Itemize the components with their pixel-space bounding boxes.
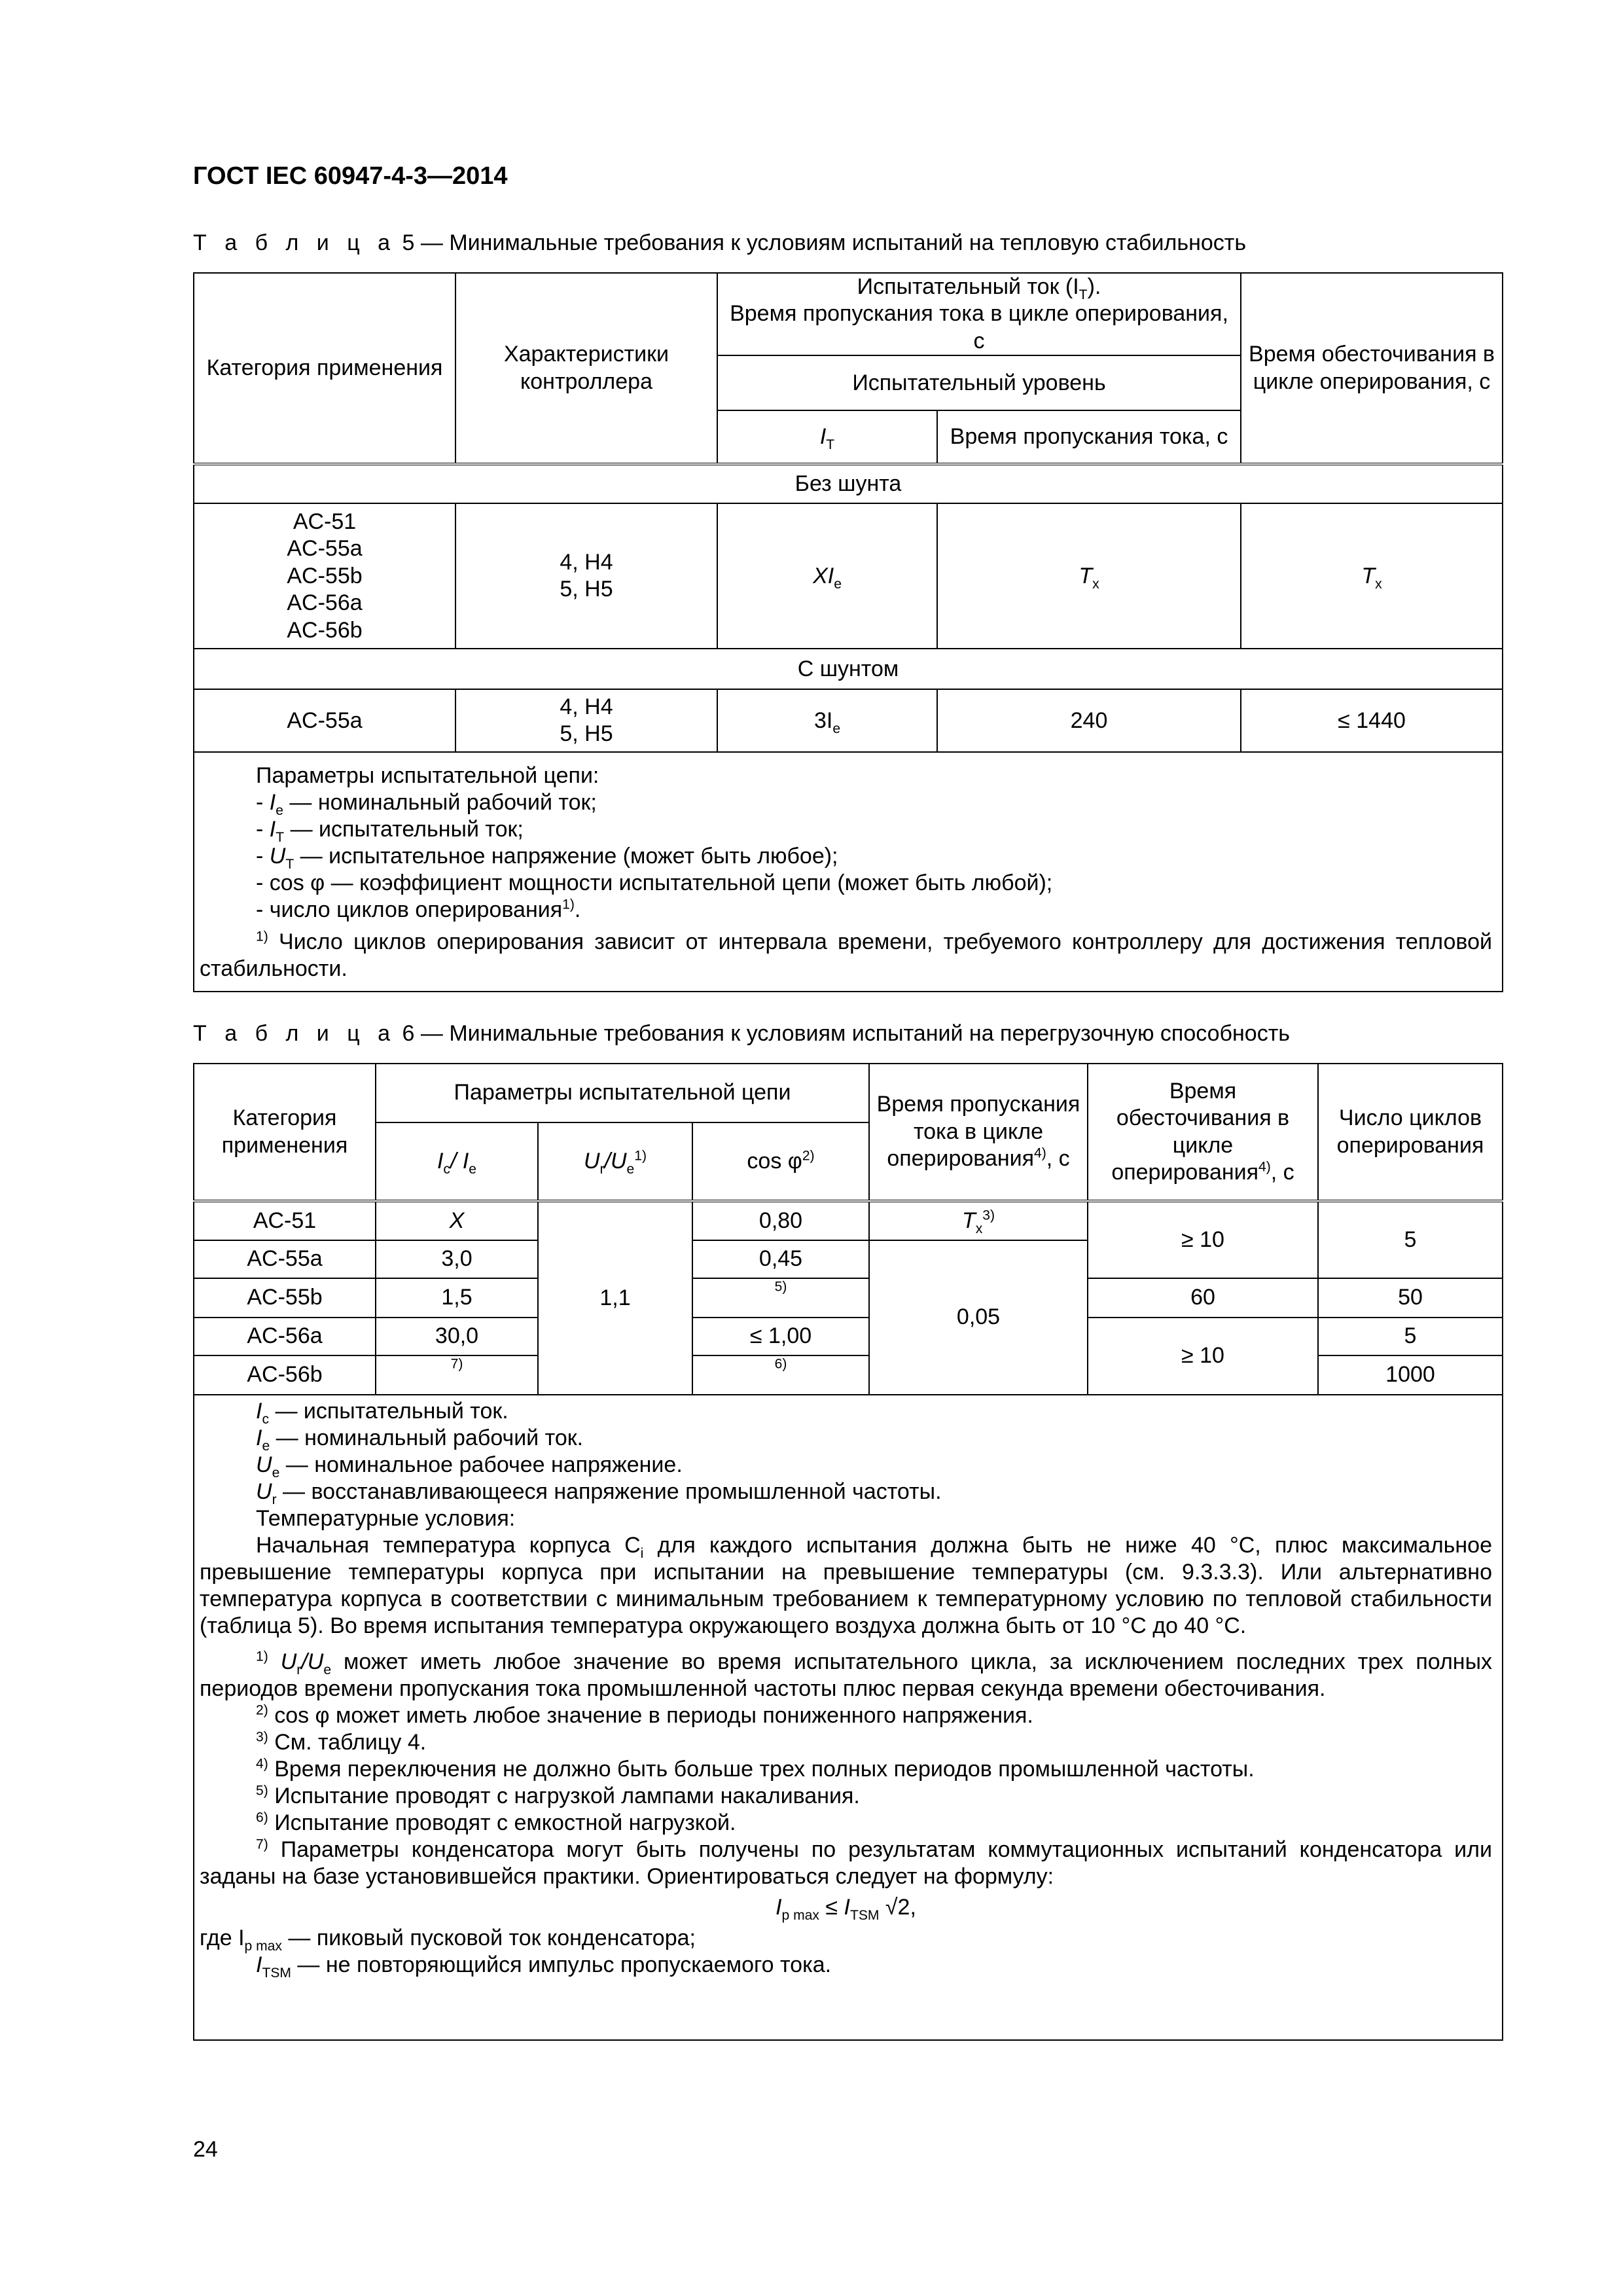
t6-off-ge10-a: ≥ 10 (1088, 1201, 1318, 1278)
table5-caption: Т а б л и ц а 5 — Минимальные требования к условиям испытаний на тепловую стабильность (193, 230, 1247, 255)
t6-header-ur-ue: $U_r/U_e^{1)}$ (538, 1122, 692, 1201)
t5-footnote-1: $^{1)}$ Число циклов оперирования зависит от интервала времени, требуемого контроллеру для достижения тепловой стабильности. (200, 929, 1492, 981)
t6-tx-cell: $T_x^{3)}$ (869, 1201, 1088, 1240)
t6-note-ur: $U_r$ — восстанавливающееся напряжение промышленной частоты. (256, 1479, 942, 1507)
t6-formula: $I_{p max} \le I_{TSM}$ √2, (776, 1895, 916, 1923)
t6-footnote-3: $^{3)}$ См. таблицу 4. (256, 1729, 427, 1755)
t6-row-cos: 6) (692, 1355, 869, 1395)
t5-row2-characteristics: 4, H4 5, H5 (455, 689, 717, 752)
t6-cycles-c: 5 (1318, 1318, 1503, 1355)
t6-temp-title: Температурные условия: (256, 1506, 516, 1531)
document-code-header: ГОСТ IEC 60947-4-3—2014 (193, 162, 508, 190)
t5-row2-level: $3I_e$ (717, 689, 937, 752)
page-number: 24 (193, 2137, 218, 2162)
t6-off-60: 60 (1088, 1278, 1318, 1318)
t5-header-characteristics: Характеристики контроллера (455, 273, 717, 464)
table6-caption: Т а б л и ц а 6 — Минимальные требования к условиям испытаний на перегрузочную способность (193, 1021, 1290, 1046)
t6-row-cos: 5) (692, 1278, 869, 1318)
t6-row-ratio: 1,5 (376, 1278, 538, 1318)
t6-row-cat: AC-56b (194, 1355, 376, 1395)
t6-header-off-time: Время обесточивания в цикле оперирования$^{4)}$, с (1088, 1064, 1318, 1201)
t6-row-ratio: 30,0 (376, 1318, 538, 1355)
t5-header-test-current: Испытательный ток $(I_T)$. Время пропускания тока в цикле оперирования, с (717, 273, 1241, 355)
t6-cycles-d: 1000 (1318, 1355, 1503, 1395)
t6-ur-value: 1,1 (538, 1201, 692, 1395)
t5-param-cos: - cos φ — коэффициент мощности испытательной цепи (может быть любой); (256, 870, 1053, 895)
t6-header-ic-ie: $I_c/$ $I_e$ (376, 1122, 538, 1201)
t6-row-cos: ≤ 1,00 (692, 1318, 869, 1355)
t6-row-ratio: 3,0 (376, 1240, 538, 1278)
t6-where-itsm: $I_{TSM}$ — не повторяющийся импульс пропускаемого тока. (256, 1952, 832, 1981)
t6-notes (200, 1398, 1492, 1979)
t5-param-cycles: - число циклов оперирования$^{1)}$. (256, 897, 581, 922)
t5-param-ie: - $I_e$ — номинальный рабочий ток; (256, 790, 597, 818)
t6-pass-common: 0,05 (869, 1240, 1088, 1395)
t5-row2-off-time: ≤ 1440 (1241, 689, 1503, 752)
t6-where-ipmax: где $I_{p max}$ — пиковый пусковой ток конденсатора; (200, 1926, 696, 1954)
t6-header-cos: $\cos \varphi^{2)}$ (692, 1122, 869, 1201)
t5-header-off-time: Время обесточивания в цикле оперирования, с (1241, 273, 1503, 464)
t5-notes (200, 762, 1492, 982)
t6-row-cat: AC-51 (194, 1201, 376, 1240)
t6-row-cos: 0,80 (692, 1201, 869, 1240)
t6-header-pass-time: Время пропускания тока в цикле оперирования$^{4)}$, с (869, 1064, 1088, 1201)
t6-row-cat: AC-55a (194, 1240, 376, 1278)
t5-params-title: Параметры испытательной цепи: (256, 763, 599, 788)
t6-row-ratio: 7) (376, 1355, 538, 1395)
t5-row1-level: $XI_e$ (717, 503, 937, 649)
t5-row1-categories: AC-51 AC-55a AC-55b AC-56a AC-56b (194, 503, 455, 649)
t5-row1-characteristics: 4, H4 5, H5 (455, 503, 717, 649)
t5-row2-pass-time: 240 (937, 689, 1241, 752)
t6-header-cycles: Число циклов оперирования (1318, 1064, 1503, 1201)
t6-note-ue: $U_e$ — номинальное рабочее напряжение. (256, 1452, 683, 1480)
t5-row1-pass-time: $T_x$ (937, 503, 1241, 649)
t6-row-cat: AC-56a (194, 1318, 376, 1355)
t6-cycles-b: 50 (1318, 1278, 1503, 1318)
t5-param-it: - $I_T$ — испытательный ток; (256, 817, 524, 845)
t5-header-test-level: Испытательный уровень (717, 355, 1241, 410)
t5-header-category: Категория применения (194, 273, 455, 464)
t6-footnote-5: $^{5)}$ Испытание проводят с нагрузкой лампами накаливания. (256, 1783, 860, 1808)
t6-header-category: Категория применения (194, 1064, 376, 1201)
t6-footnote-6: $^{6)}$ Испытание проводят с емкостной нагрузкой. (256, 1810, 736, 1835)
t6-note-ie: $I_e$ — номинальный рабочий ток. (256, 1426, 584, 1454)
t6-off-ge10-b: ≥ 10 (1088, 1318, 1318, 1395)
t6-footnote-2: $^{2)}$ cos φ может иметь любое значение в периоды пониженного напряжения. (256, 1702, 1033, 1728)
t5-section-shunt: С шунтом (194, 649, 1503, 689)
t6-row-ratio: X (376, 1201, 538, 1240)
t6-header-params: Параметры испытательной цепи (376, 1064, 869, 1122)
t5-row2-category: AC-55a (194, 689, 455, 752)
t5-header-pass-time: Время пропускания тока, с (937, 410, 1241, 464)
t5-row1-off-time: $T_x$ (1241, 503, 1503, 649)
t5-param-ut: - $U_T$ — испытательное напряжение (может быть любое); (256, 844, 838, 872)
t6-footnote-4: $^{4)}$ Время переключения не должно быть больше трех полных периодов промышленной частоты. (256, 1756, 1255, 1782)
t6-temp-paragraph: Начальная температура корпуса $C_i$ для каждого испытания должна быть не ниже 40 °C, плюс максимальное превышение температуры корпуса при испытании на превышение температуры (см. 9.3.3.3). Или альтернативно температура корпуса в соответствии с минимальным требованием к температурному условию по тепловой стабильности (таблица 5). Во время испытания температура окружающего воздуха должна быть от 10 °C до 40 °C. (200, 1533, 1492, 1638)
t6-cycles-a: 5 (1318, 1201, 1503, 1278)
t5-section-no-shunt: Без шунта (194, 464, 1503, 503)
t6-note-ic: $I_c$ — испытательный ток. (256, 1399, 508, 1427)
t6-row-cos: 0,45 (692, 1240, 869, 1278)
t6-footnote-7: $^{7)}$ Параметры конденсатора могут быть получены по результатам коммутационных испытаний конденсатора или заданы на базе установившейся практики. Ориентироваться следует на формулу: (200, 1837, 1492, 1889)
t6-footnote-1: $^{1)}$ $U_r/U_e$ может иметь любое значение во время испытательного цикла, за исключением последних трех полных периодов времени пропускания тока промышленной частоты плюс первая секунда времени обесточивания. (200, 1649, 1493, 1701)
t5-header-it: $I_T$ (717, 410, 937, 464)
t6-row-cat: AC-55b (194, 1278, 376, 1318)
